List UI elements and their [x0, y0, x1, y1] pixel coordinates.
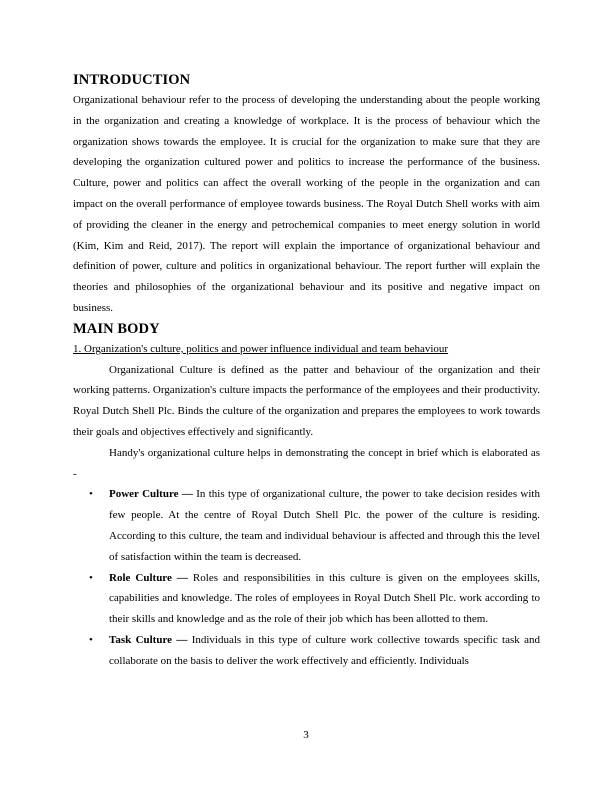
section-title: 1. Organization's culture, politics and power influence individual and team behaviour — [73, 342, 449, 355]
bullet-term: Power Culture — — [109, 488, 193, 501]
culture-types-list — [73, 484, 540, 671]
list-item-power-culture — [73, 484, 540, 567]
bullet-text: In this type of organizational culture, the power to take decision resides with few people. At the centre of Royal Dutch Shell Plc. the power of the culture is residing. According to this culture, the team and individual behaviour is affected and through this the level of satisfaction within the team is decreased. — [109, 488, 540, 563]
main-body-heading: MAIN BODY — [73, 320, 160, 337]
page-content — [73, 70, 540, 672]
introduction-heading: INTRODUCTION — [73, 72, 191, 88]
page-number: 3 — [303, 729, 309, 741]
bullet-icon: • — [89, 633, 93, 646]
bullet-text: Individuals in this type of culture work collective towards specific task and collaborate on the basis to deliver the work effectively and efficiently. Individuals — [109, 633, 540, 667]
culture-paragraph: Organizational Culture is defined as the patter and behaviour of the organization and their working patterns. Organization's culture impacts the performance of the employees and their productivity. Royal Dutch Shell Plc. Binds the culture of the organization and prepares the employees to work towards their goals and objectives effectively and significantly. — [73, 363, 540, 438]
bullet-icon: • — [89, 488, 93, 501]
bullet-icon: • — [89, 571, 93, 584]
list-item-role-culture — [73, 568, 540, 630]
list-item-task-culture — [73, 630, 540, 672]
introduction-paragraph: Organizational behaviour refer to the process of developing the understanding about the people working in the organization and creating a knowledge of workplace. It is the process of behaviour which the organization shows towards the employee. It is crucial for the organization to make sure that they are developing the organization cultured power and politics to increase the performance of the business. Culture, power and politics can affect the overall working of the people in the organization and can impact on the overall performance of employee towards business. The Royal Dutch Shell works with aim of providing the cleaner in the energy and petrochemical companies to meet energy solution in world (Kim, Kim and Reid, 2017). The report will explain the importance of organizational behaviour and definition of power, culture and politics in organizational behaviour. The report further will explain the theories and philosophies of the organizational behaviour and its positive and negative impact on business. — [73, 94, 540, 314]
bullet-term: Task Culture — — [109, 633, 188, 646]
handy-culture-paragraph: Handy's organizational culture helps in demonstrating the concept in brief which is elaborated as - — [73, 446, 540, 480]
bullet-term: Role Culture — — [109, 571, 188, 584]
bullet-text: Roles and responsibilities in this culture is given on the employees skills, capabilities and knowledge. The roles of employees in Royal Dutch Shell Plc. work according to their skills and knowledge and as the role of their job which has been allotted to them. — [109, 571, 540, 626]
